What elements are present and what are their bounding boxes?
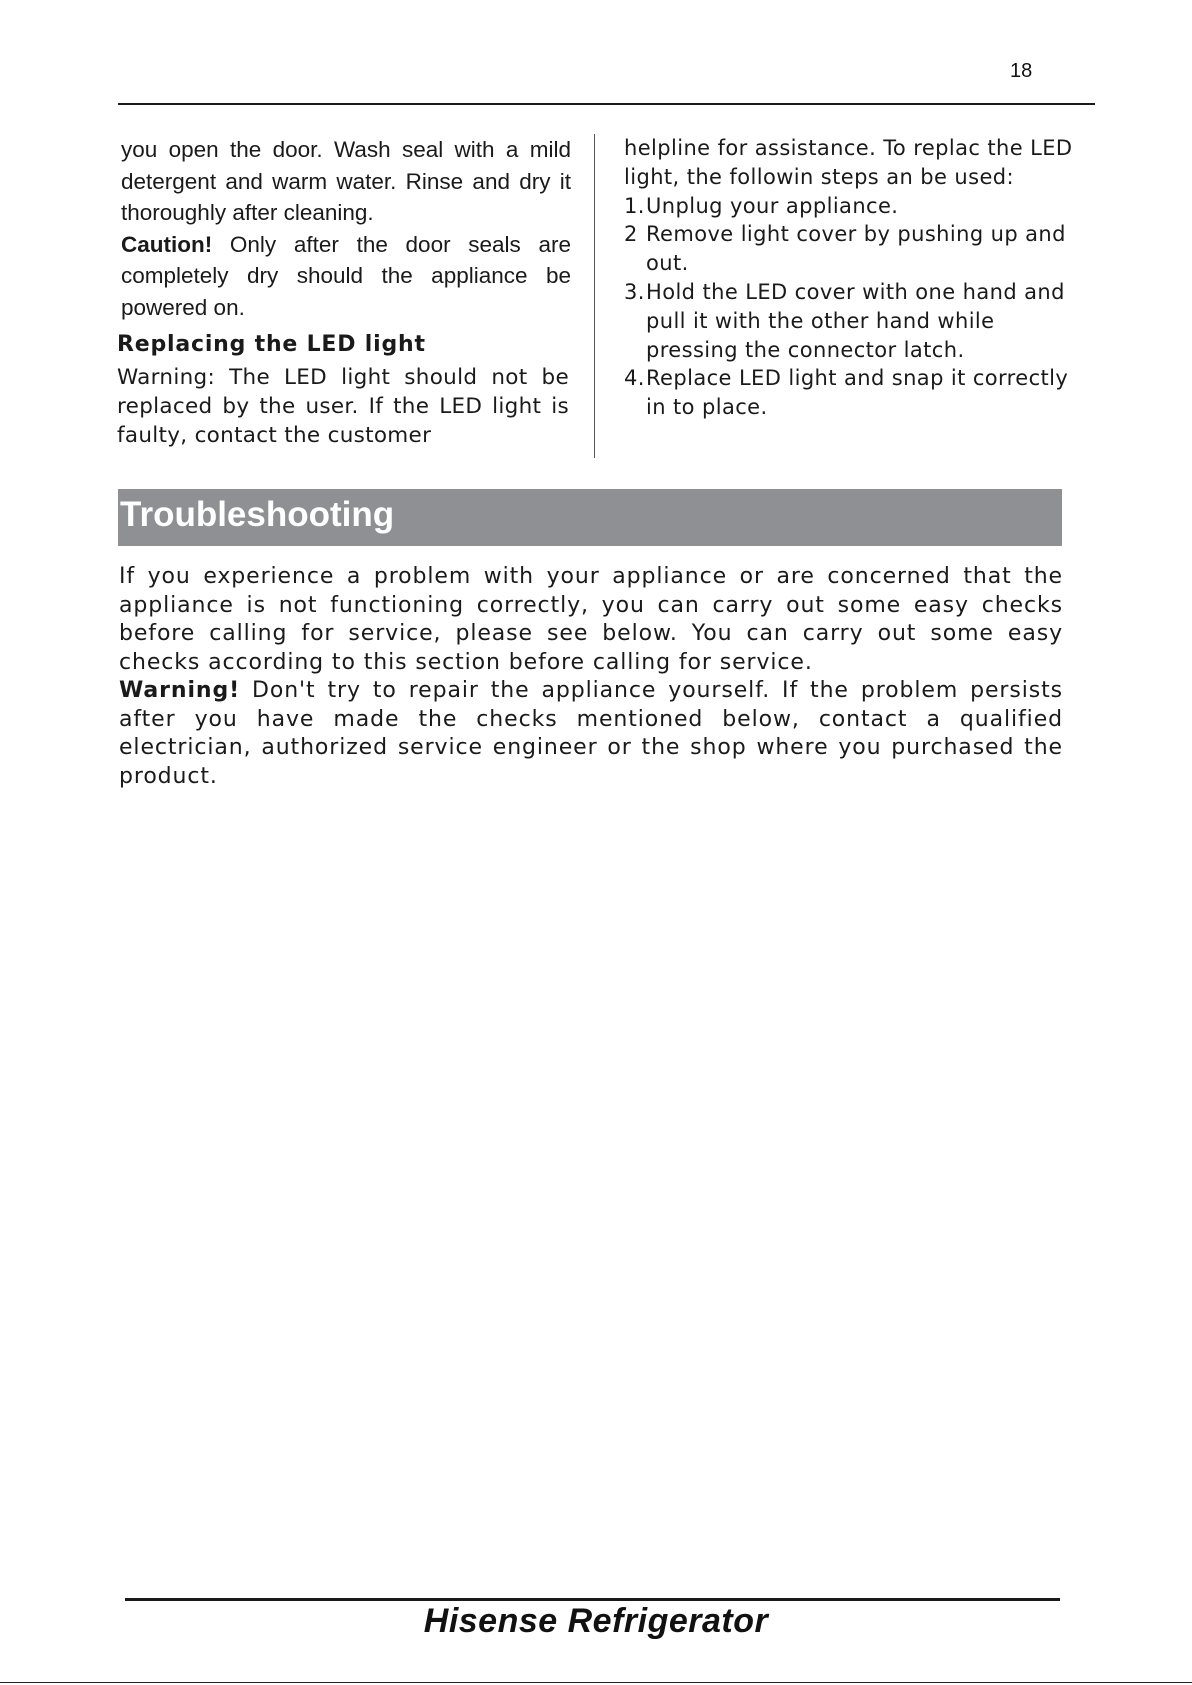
caution-paragraph bbox=[121, 229, 571, 324]
troubleshooting-warning bbox=[119, 677, 1063, 791]
seal-cleaning-text: you open the door. Wash seal with a mild detergent and warm water. Rinse and dry it thoroughly after cleaning. bbox=[121, 137, 571, 225]
step-number: 1. bbox=[624, 193, 645, 218]
brand-footer: Hisense Refrigerator bbox=[423, 1602, 769, 1640]
footer-rule bbox=[125, 1598, 1060, 1601]
led-steps-list bbox=[624, 192, 1074, 422]
list-item bbox=[624, 364, 1074, 422]
step-number: 3. bbox=[624, 279, 645, 304]
caution-label: Caution! bbox=[121, 231, 213, 257]
page-number: 18 bbox=[1010, 60, 1033, 82]
led-section-heading: Replacing the LED light bbox=[117, 332, 426, 357]
step-text: Unplug your appliance. bbox=[646, 193, 899, 218]
list-item bbox=[624, 220, 1074, 278]
troubleshooting-body bbox=[119, 563, 1063, 791]
warning-label: Warning! bbox=[119, 678, 241, 703]
section-title: Troubleshooting bbox=[120, 495, 395, 534]
step-text: Hold the LED cover with one hand and pull it with the other hand while pressing the connector latch. bbox=[646, 279, 1065, 362]
step-text: Replace LED light and snap it correctly in to place. bbox=[646, 366, 1069, 420]
column-divider bbox=[594, 134, 595, 458]
warning-text: Don't try to repair the appliance yourself. If the problem persists after you have made the checks mentioned below, contact a qualified electrician, authorized service engineer or the shop where you purchased the product. bbox=[119, 678, 1063, 789]
list-item bbox=[624, 278, 1074, 364]
troubleshooting-intro: If you experience a problem with your appliance or are concerned that the appliance is not functioning correctly, you can carry out some easy checks before calling for service, please see below. You can carry out some easy checks according to this section before calling for service. bbox=[119, 564, 1063, 675]
page-edge-line bbox=[0, 1682, 1192, 1683]
right-column bbox=[624, 134, 1074, 422]
left-column bbox=[117, 134, 571, 450]
list-item bbox=[624, 192, 1074, 221]
troubleshooting-section-bar bbox=[118, 489, 1062, 546]
led-warning-text: Warning: The LED light should not be replaced by the user. If the LED light is faulty, contact the customer bbox=[117, 364, 569, 448]
step-number: 2 bbox=[624, 222, 638, 247]
step-number: 4. bbox=[624, 366, 645, 391]
caution-text: Only after the door seals are completely dry should the appliance be powered on. bbox=[121, 231, 571, 320]
led-replacement-intro: helpline for assistance. To replac the LED light, the followin steps an be used: bbox=[624, 136, 1073, 189]
header-rule bbox=[118, 103, 1095, 105]
step-text: Remove light cover by pushing up and out. bbox=[646, 222, 1066, 276]
